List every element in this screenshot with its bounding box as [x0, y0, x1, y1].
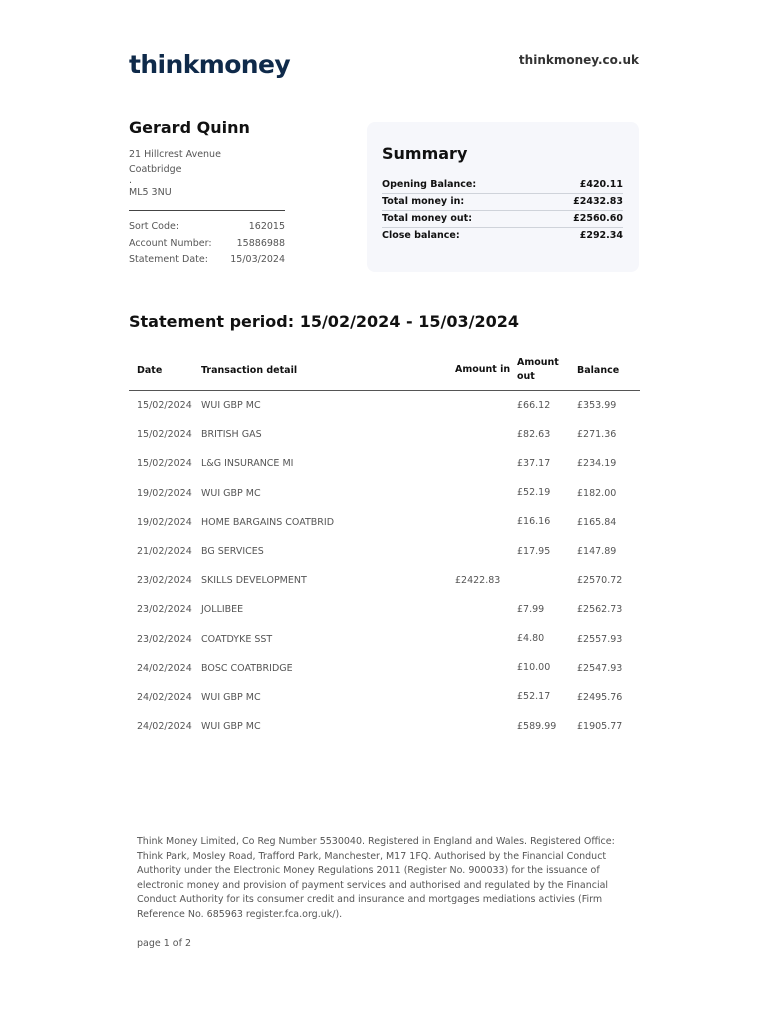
table-header [129, 350, 640, 391]
cell-amount-out: £52.19 [517, 487, 551, 499]
cell-balance: £2562.73 [577, 604, 623, 616]
cell-amount-out: £589.99 [517, 720, 557, 732]
cell-date: 23/02/2024 [137, 604, 192, 616]
summary-value: £2432.83 [573, 196, 623, 207]
summary-panel [367, 122, 639, 272]
cell-amount-out: £7.99 [517, 603, 545, 615]
cell-balance: £353.99 [577, 400, 617, 412]
statement-date-value: 15/03/2024 [230, 254, 285, 265]
table-row [129, 654, 640, 683]
header-amount-in: Amount in [455, 364, 511, 375]
table-row [129, 420, 640, 449]
customer-name: Gerard Quinn [129, 118, 250, 137]
summary-value: £420.11 [579, 179, 623, 190]
cell-amount-out: £52.17 [517, 691, 551, 703]
table-row [129, 508, 640, 537]
header-amount-out: Amount out [517, 357, 559, 382]
cell-date: 15/02/2024 [137, 429, 192, 441]
cell-balance: £2570.72 [577, 575, 623, 587]
summary-row [382, 194, 623, 211]
table-body [129, 391, 640, 741]
cell-date: 21/02/2024 [137, 546, 192, 558]
cell-date: 15/02/2024 [137, 458, 192, 470]
statement-period-title: Statement period: 15/02/2024 - 15/03/2024 [129, 312, 519, 331]
cell-date: 19/02/2024 [137, 516, 192, 528]
cell-balance: £2557.93 [577, 633, 623, 645]
site-url[interactable]: thinkmoney.co.uk [518, 53, 639, 67]
table-row [129, 537, 640, 566]
cell-balance: £2547.93 [577, 662, 623, 674]
cell-amount-out: £4.80 [517, 633, 545, 645]
summary-label: Opening Balance: [382, 179, 477, 190]
cell-amount-out: £16.16 [517, 516, 551, 528]
cell-detail: L&G INSURANCE MI [201, 458, 294, 470]
summary-row [382, 228, 623, 244]
summary-label: Close balance: [382, 230, 460, 241]
cell-balance: £182.00 [577, 487, 617, 499]
statement-date-row [129, 252, 285, 269]
page-number: page 1 of 2 [137, 938, 192, 949]
cell-detail: BRITISH GAS [201, 429, 262, 441]
cell-amount-in: £2422.83 [455, 574, 501, 586]
cell-balance: £147.89 [577, 546, 617, 558]
sort-code-label: Sort Code: [129, 221, 180, 232]
sort-code-value: 162015 [248, 221, 285, 232]
cell-date: 24/02/2024 [137, 662, 192, 674]
summary-row [382, 177, 623, 194]
cell-balance: £1905.77 [577, 721, 623, 733]
cell-amount-out: £10.00 [517, 662, 551, 674]
address-postcode: ML5 3NU [129, 187, 172, 198]
header-detail: Transaction detail [201, 364, 298, 376]
cell-amount-out: £37.17 [517, 457, 551, 469]
table-row [129, 683, 640, 712]
cell-detail: SKILLS DEVELOPMENT [201, 575, 307, 587]
cell-detail: BOSC COATBRIDGE [201, 662, 293, 674]
legal-footer: Think Money Limited, Co Reg Number 5530040. Registered in England and Wales. Registered Office: Think Park, Mosley Road, Trafford Park, Manchester, M17 1FQ. Authorised by the Financial Conduct Authority under the Electronic Money Regulations 2011 (Register No. 900033) for the issuance of electronic money and provision of payment services and authorised and regulated by the Financial Conduct Authority for its consumer credit and insurance and mortgages mediations activies (Firm Reference No. 685963 register.fca.org.uk/). [137, 836, 615, 920]
header-balance: Balance [577, 364, 620, 376]
cell-detail: JOLLIBEE [201, 604, 244, 616]
cell-detail: HOME BARGAINS COATBRID [201, 516, 335, 528]
cell-detail: WUI GBP MC [201, 691, 261, 703]
cell-balance: £165.84 [577, 516, 617, 528]
summary-value: £292.34 [579, 230, 623, 241]
table-row [129, 595, 640, 624]
account-number-value: 15886988 [236, 237, 285, 249]
summary-label: Total money in: [382, 196, 465, 207]
transactions-table [129, 350, 640, 741]
cell-balance: £2495.76 [577, 691, 623, 703]
cell-amount-out: £17.95 [517, 545, 551, 557]
customer-divider [129, 210, 285, 211]
account-number-label: Account Number: [129, 237, 212, 249]
cell-date: 23/02/2024 [137, 575, 192, 587]
cell-amount-out: £66.12 [517, 399, 551, 411]
header-date: Date [137, 364, 163, 376]
summary-value: £2560.60 [573, 213, 623, 224]
cell-detail: COATDYKE SST [201, 633, 273, 645]
table-row [129, 566, 640, 595]
address-line-3: . [129, 175, 133, 186]
sort-code-row [129, 219, 285, 236]
statement-date-label: Statement Date: [129, 254, 208, 265]
address-line-1: 21 Hillcrest Avenue [129, 149, 221, 160]
cell-date: 19/02/2024 [137, 487, 192, 499]
account-number-row [129, 236, 285, 253]
cell-amount-out: £82.63 [517, 428, 551, 440]
cell-date: 23/02/2024 [137, 633, 192, 645]
address-line-2: Coatbridge [129, 164, 182, 175]
cell-balance: £271.36 [577, 429, 617, 441]
table-row [129, 479, 640, 508]
cell-date: 15/02/2024 [137, 400, 192, 412]
summary-label: Total money out: [382, 213, 473, 224]
cell-balance: £234.19 [577, 458, 617, 470]
summary-title: Summary [382, 144, 468, 163]
brand-logo: thinkmoney [129, 50, 291, 79]
cell-detail: BG SERVICES [201, 546, 264, 558]
table-row [129, 625, 640, 654]
cell-detail: WUI GBP MC [201, 487, 261, 499]
cell-date: 24/02/2024 [137, 721, 192, 733]
cell-detail: WUI GBP MC [201, 400, 261, 412]
cell-detail: WUI GBP MC [201, 721, 261, 733]
customer-block [129, 118, 285, 269]
summary-row [382, 211, 623, 228]
table-row [129, 449, 640, 478]
cell-date: 24/02/2024 [137, 691, 192, 703]
table-row [129, 391, 640, 420]
table-row [129, 712, 640, 741]
